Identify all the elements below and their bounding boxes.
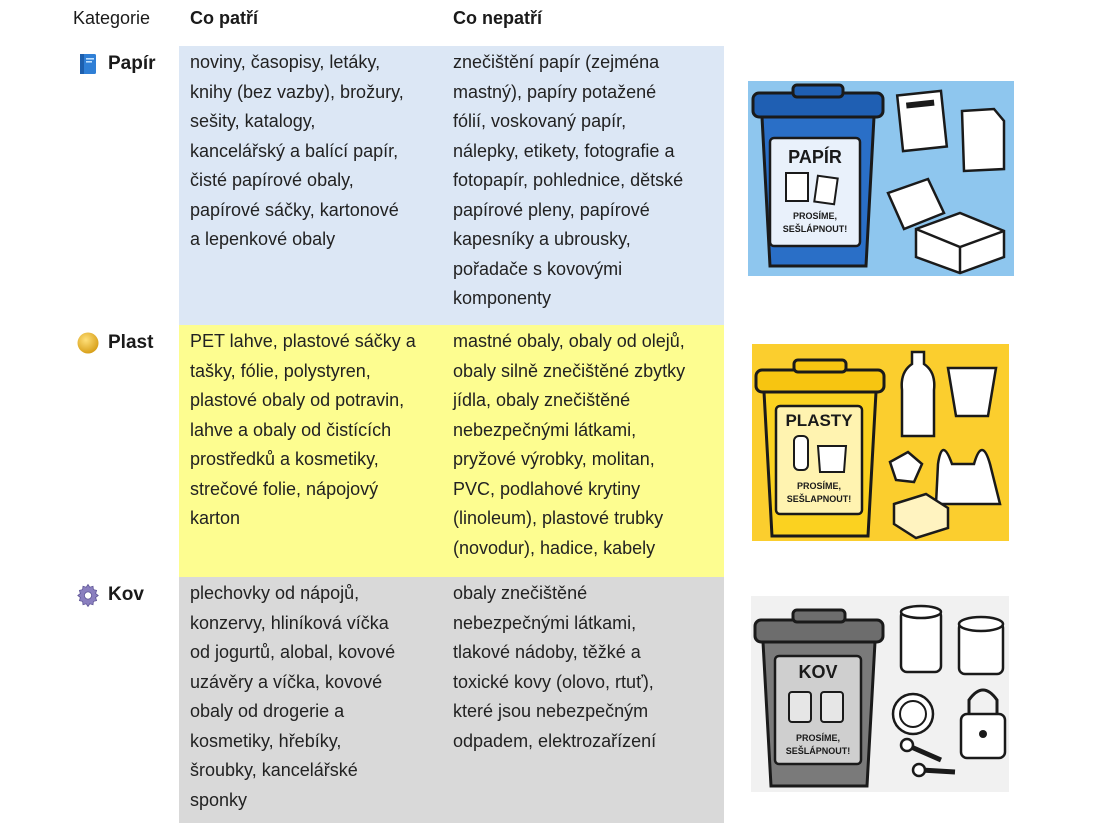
bin-label: KOV [798, 662, 838, 682]
bin-label: PLASTY [785, 411, 853, 430]
bin-note-2: SEŠLÁPNOUT! [782, 224, 848, 234]
row-paper [0, 46, 1097, 325]
not-belongs-text: obaly znečištěné nebezpečnými látkami, tlakové nádoby, těžké a toxické kovy (olovo, rtuť), které jsou nebezpečným odpadem, elektrozařízení [453, 583, 657, 751]
header-belongs: Co patří [190, 8, 259, 28]
belongs-text: plechovky od nápojů, konzervy, hliníková víčka od jogurtů, alobal, kovové uzávěry a víčka, kovové obaly od drogerie a kosmetiky, hřebíky, šroubky, kancelářské sponky [190, 583, 396, 810]
row-plastic [0, 325, 1097, 577]
category-cell [76, 52, 156, 76]
book-icon [76, 52, 100, 76]
header-not-belongs: Co nepatří [453, 8, 543, 28]
bin-label: PAPÍR [788, 147, 842, 167]
category-name: Papír [108, 53, 156, 74]
gear-icon [76, 583, 100, 607]
not-belongs-text: znečištění papír (zejména mastný), papíry potažené fólií, voskovaný papír, nálepky, etikety, fotografie a fotopapír, pohlednice, dětské papírové pleny, papírové kapesníky a ubrousky, pořadače s kovovými komponenty [453, 52, 684, 308]
plastic-bin-illustration [752, 344, 1009, 541]
category-cell [76, 331, 153, 355]
bin-note-2: SEŠLAPNOUT! [786, 494, 852, 504]
yellow-circle-icon [76, 331, 100, 355]
header-category: Kategorie [73, 8, 151, 28]
category-name: Kov [108, 584, 144, 605]
bin-note-1: PROSÍME, [795, 733, 841, 743]
bin-note-1: PROSÍME, [792, 211, 838, 221]
bin-note-1: PROSÍME, [796, 481, 842, 491]
row-metal [0, 577, 1097, 823]
belongs-text: PET lahve, plastové sáčky a tašky, fólie, polystyren, plastové obaly od potravin, lahve a obaly od čistících prostředků a kosmetiky, strečové folie, nápojový karton [190, 331, 416, 528]
category-name: Plast [108, 332, 154, 353]
metal-bin-illustration [751, 596, 1009, 792]
paper-bin-illustration [748, 81, 1014, 276]
bin-note-2: SEŠLÁPNOUT! [785, 746, 851, 756]
not-belongs-text: mastné obaly, obaly od olejů, obaly silně znečištěné zbytky jídla, obaly znečištěné nebezpečnými látkami, pryžové výrobky, molitan, PVC, podlahové krytiny (linoleum), plastové trubky (novodur), hadice, kabely [453, 331, 686, 558]
belongs-text: noviny, časopisy, letáky, knihy (bez vazby), brožury, sešity, katalogy, kancelářský a balící papír, čisté papírové obaly, papírové sáčky, kartonové a lepenkové obaly [190, 52, 404, 249]
category-cell [76, 583, 144, 607]
